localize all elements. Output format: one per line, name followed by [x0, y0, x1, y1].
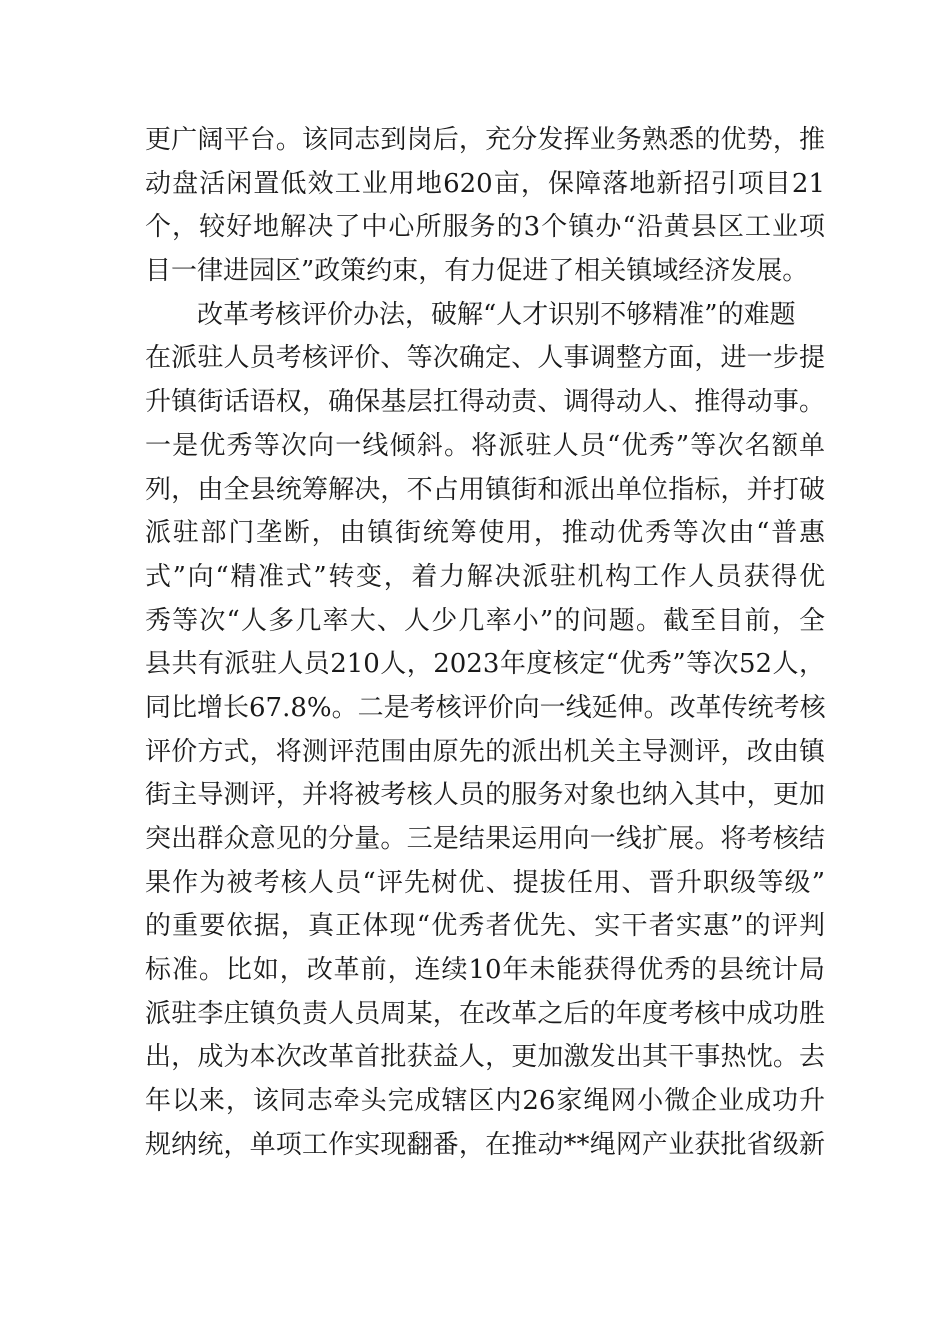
text-line: 同比增长67.8%。二是考核评价向一线延伸。改革传统考核 — [145, 692, 826, 723]
text-line: 升镇街话语权，确保基层扛得动责、调得动人、推得动事。 — [145, 387, 825, 418]
text-line: 评价方式，将测评范围由原先的派出机关主导测评，改由镇 — [145, 736, 825, 767]
text-line: 标准。比如，改革前，连续10年未能获得优秀的县统计局 — [145, 955, 825, 986]
text-line: 街主导测评，并将被考核人员的服务对象也纳入其中，更加 — [145, 780, 825, 811]
text-line: 果作为被考核人员“评先树优、提拔任用、晋升职级等级” — [145, 867, 825, 898]
text-line: 一是优秀等次向一线倾斜。将派驻人员“优秀”等次名额单 — [145, 430, 825, 461]
text-line: 秀等次“人多几率大、人少几率小”的问题。截至目前，全 — [145, 605, 825, 636]
text-line: 目一律进园区”政策约束，有力促进了相关镇域经济发展。 — [145, 256, 809, 287]
text-line: 年以来，该同志牵头完成辖区内26家绳网小微企业成功升 — [145, 1086, 825, 1117]
text-line: 式”向“精准式”转变，着力解决派驻机构工作人员获得优 — [145, 561, 825, 592]
text-line: 个，较好地解决了中心所服务的3个镇办“沿黄县区工业项 — [145, 212, 825, 243]
text-line: 突出群众意见的分量。三是结果运用向一线扩展。将考核结 — [145, 824, 825, 854]
text-line: 规纳统，单项工作实现翻番，在推动**绳网产业获批省级新 — [145, 1129, 825, 1160]
text-line: 更广阔平台。该同志到岗后，充分发挥业务熟悉的优势，推 — [145, 125, 825, 155]
body-text — [145, 119, 825, 1168]
section-heading: 改革考核评价办法，破解“人才识别不够精准”的难题 — [197, 299, 796, 330]
text-line: 在派驻人员考核评价、等次确定、人事调整方面，进一步提 — [145, 343, 825, 374]
text-line: 的重要依据，真正体现“优秀者优先、实干者实惠”的评判 — [145, 911, 825, 942]
text-line: 动盘活闲置低效工业用地620亩，保障落地新招引项目21 — [145, 168, 825, 199]
text-line: 派驻李庄镇负责人员周某，在改革之后的年度考核中成功胜 — [145, 998, 825, 1029]
text-line: 派驻部门垄断，由镇街统筹使用，推动优秀等次由“普惠 — [145, 518, 825, 549]
text-line: 出，成为本次改革首批获益人，更加激发出其干事热忱。去 — [145, 1042, 825, 1073]
text-line: 县共有派驻人员210人，2023年度核定“优秀”等次52人， — [145, 649, 825, 680]
text-line: 列，由全县统筹解决，不占用镇街和派出单位指标，并打破 — [145, 474, 825, 505]
